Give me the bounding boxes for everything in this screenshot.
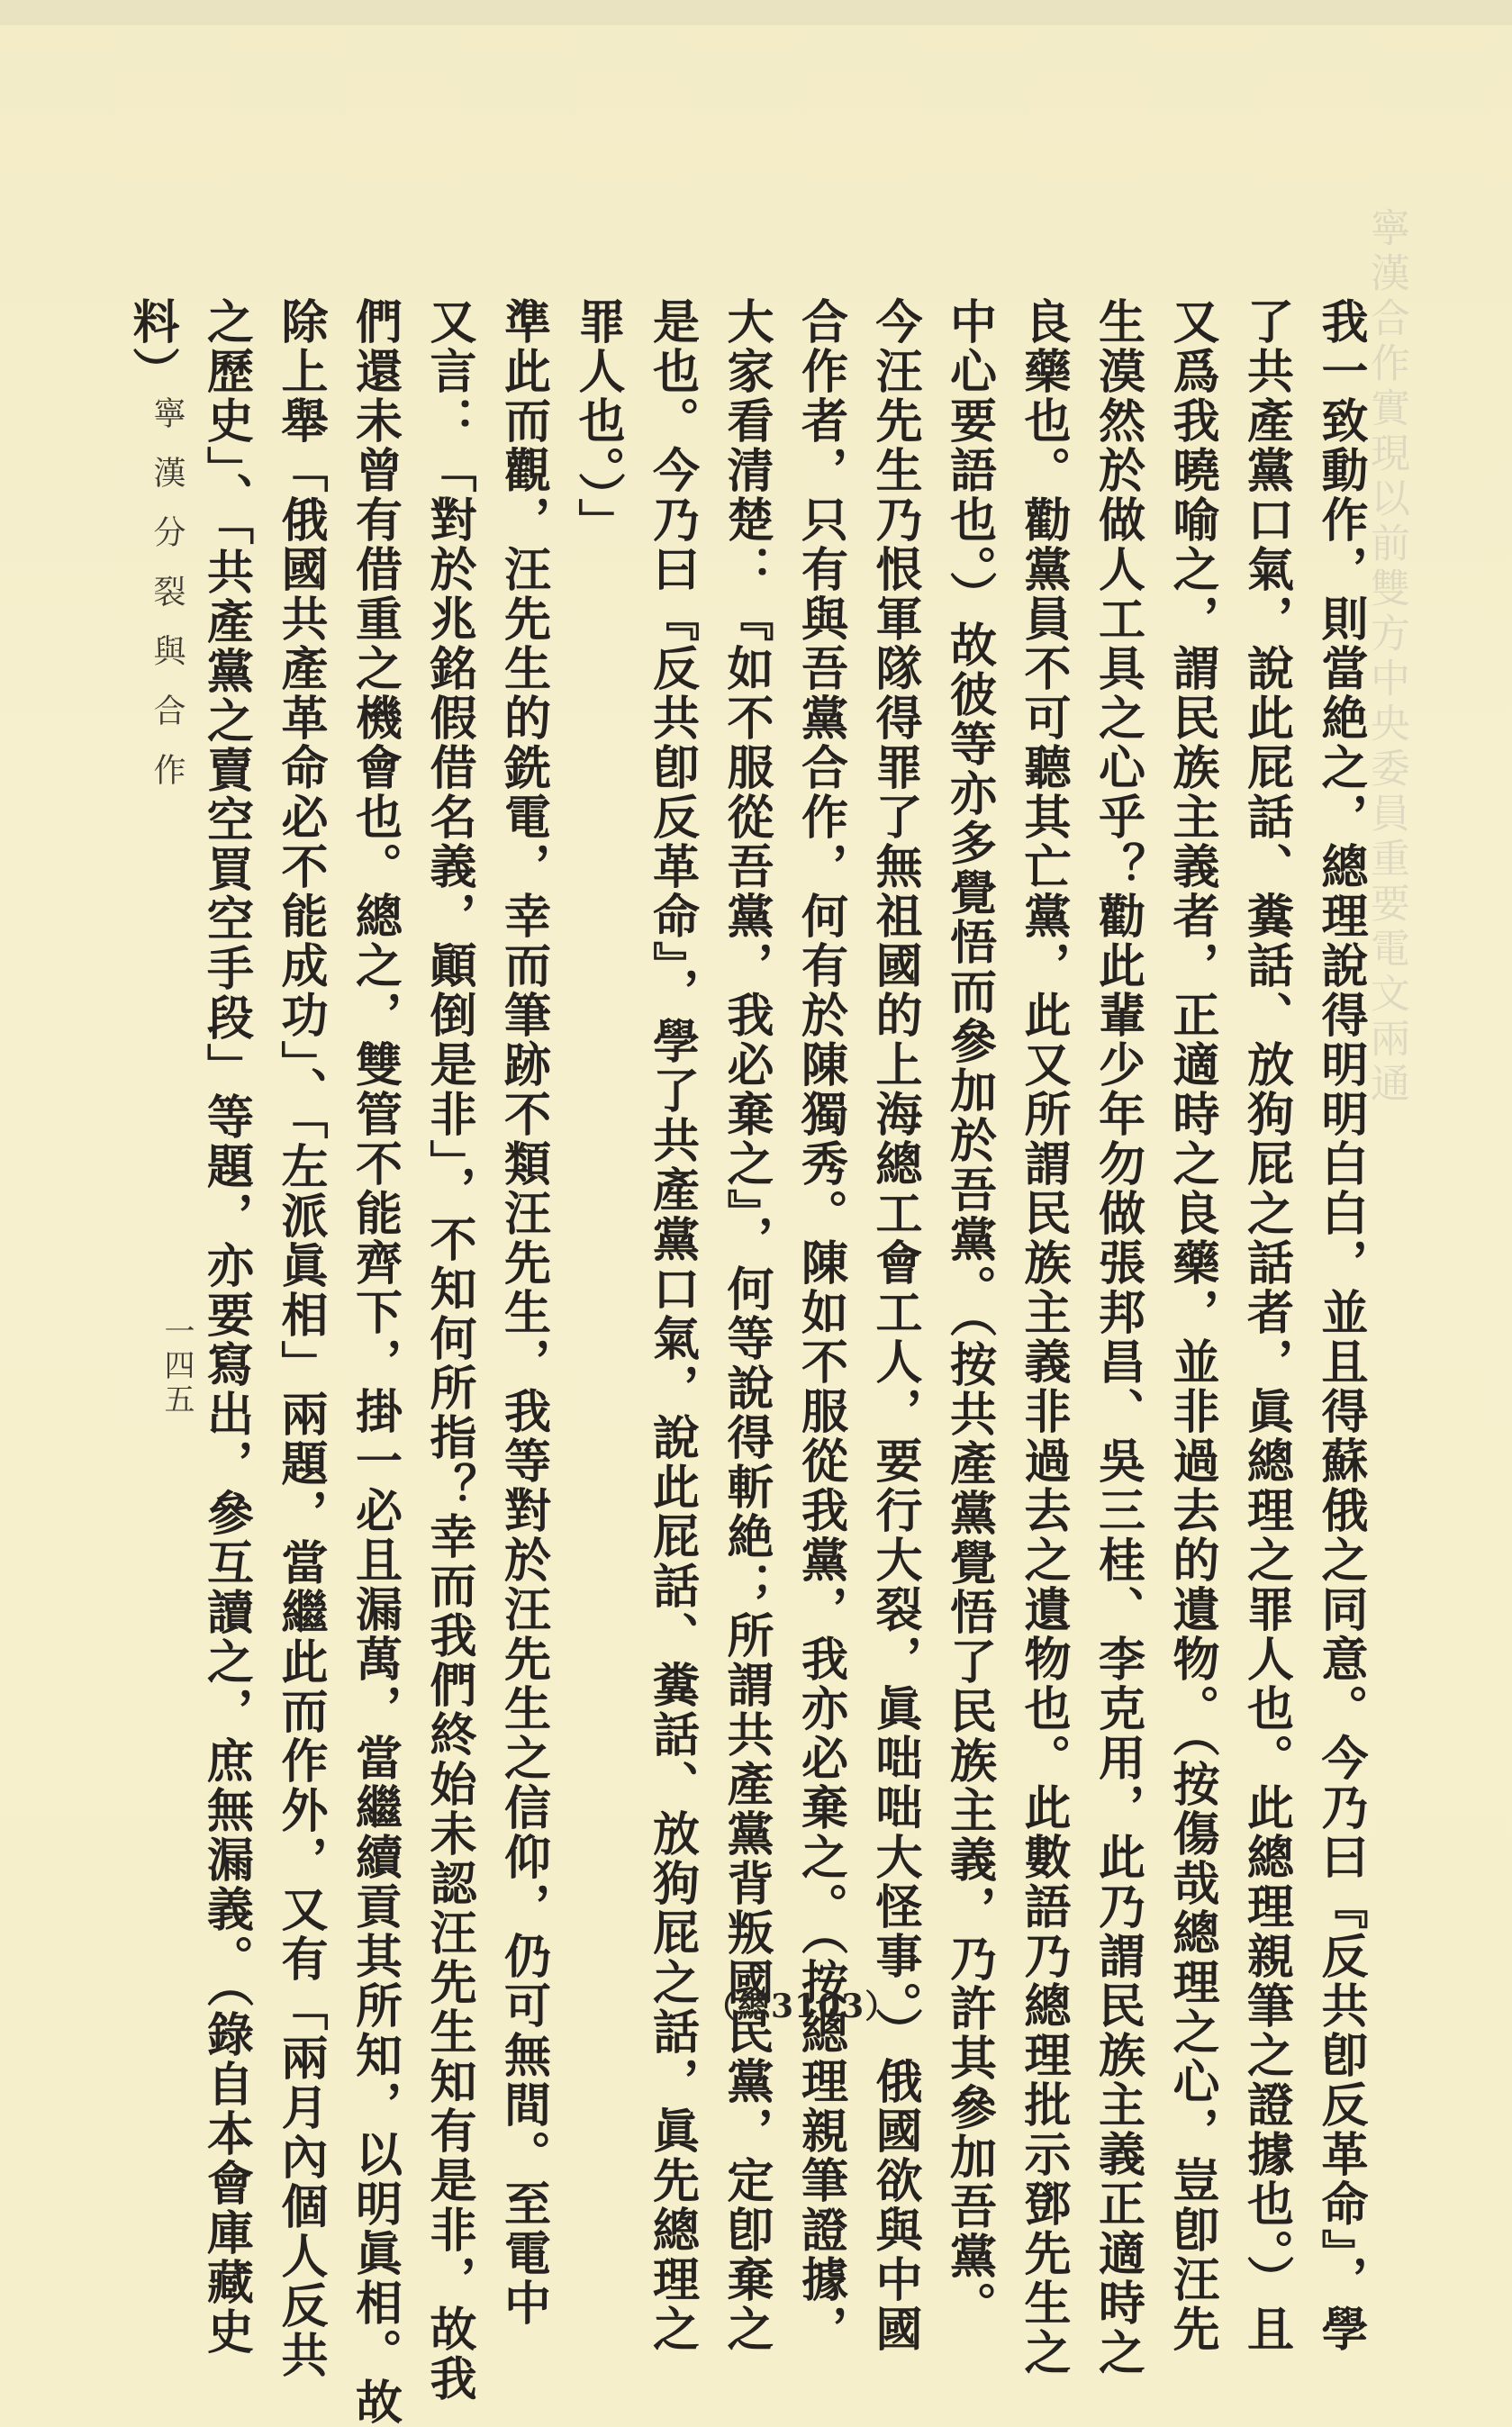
text-column: 又爲我曉喻之，謂民族主義者，正適時之良藥，並非過去的遺物。（按傷哉總理之心，豈卽汪先 — [1164, 297, 1219, 2354]
footer-page-code: （總3103） — [704, 1988, 899, 2025]
text-column: 合作者，只有與吾黨合作，何有於陳獨秀。陳如不服從我黨，我亦必棄之。（按總理親筆證據， — [792, 297, 848, 2354]
text-column: 又言：「對於兆銘假借名義，顚倒是非」，不知何所指？幸而我們終始未認汪先生知有是非，故我 — [421, 297, 476, 2404]
text-column: 罪人也。）」 — [570, 297, 625, 548]
text-column: 良藥也。勸黨員不可聽其亡黨，此又所謂民族主義非過去之遺物也。此數語乃總理批示鄧先生之 — [1016, 297, 1071, 2377]
text-column: 中心要語也。）故彼等亦多覺悟而參加於吾黨。（按共產黨覺悟了民族主義，乃許其參加吾黨。 — [941, 297, 997, 2331]
text-column: 大家看清楚：『如不服從吾黨，我必棄之』，何等說得斬絶；所謂共產黨背叛國民黨，定卽棄之 — [719, 297, 774, 2354]
text-column: 除上舉「俄國共產革命必不能成功」、「左派眞相」兩題，當繼此而作外，又有「兩月內個人反共 — [273, 297, 328, 2380]
bleed-through-text: 寧漢合作實現以前雙方中央委員重要電文兩通 — [1363, 207, 1409, 1108]
text-column: 料） — [124, 297, 179, 396]
text-column: 了共產黨口氣，說此屁話、糞話、放狗屁之話者，眞總理之罪人也。此總理親筆之證據也。）且 — [1238, 297, 1294, 2354]
text-column: 之歷史」、「共產黨之賣空買空手段」等題，亦要寫出，參互讀之，庶無漏義。（錄自本會庫藏史 — [198, 297, 254, 2357]
text-column: 們還未曾有借重之機會也。總之，雙管不能齊下，掛一必且漏萬，當繼續貢其所知，以明眞相。故 — [347, 297, 403, 2427]
margin-chapter-title: 寧漢分裂與合作 — [149, 396, 186, 812]
text-column: 生漠然於做人工具之心乎？勸此輩少年勿做張邦昌、吳三桂、李克用，此乃謂民族主義正適時之 — [1090, 297, 1145, 2377]
text-column: 今汪先生乃恨軍隊得罪了無祖國的上海總工會工人，要行大裂，眞咄咄大怪事。）俄國欲與中國 — [867, 297, 922, 2354]
text-column: 是也。今乃曰『反共卽反革命』，學了共產黨口氣，說此屁話、糞話、放狗屁之話，眞先總理之 — [644, 297, 700, 2354]
scan-top-edge — [0, 0, 1512, 25]
page-number: 一四五 — [158, 1315, 195, 1417]
text-column: 我一致動作，則當絶之，總理說得明明白白，並且得蘇俄之同意。今乃曰『反共卽反革命』，學 — [1313, 297, 1368, 2354]
text-column: 準此而觀，汪先生的銑電，幸而筆跡不類汪先生，我等對於汪先生之信仰，仍可無間。至電中 — [495, 297, 551, 2328]
